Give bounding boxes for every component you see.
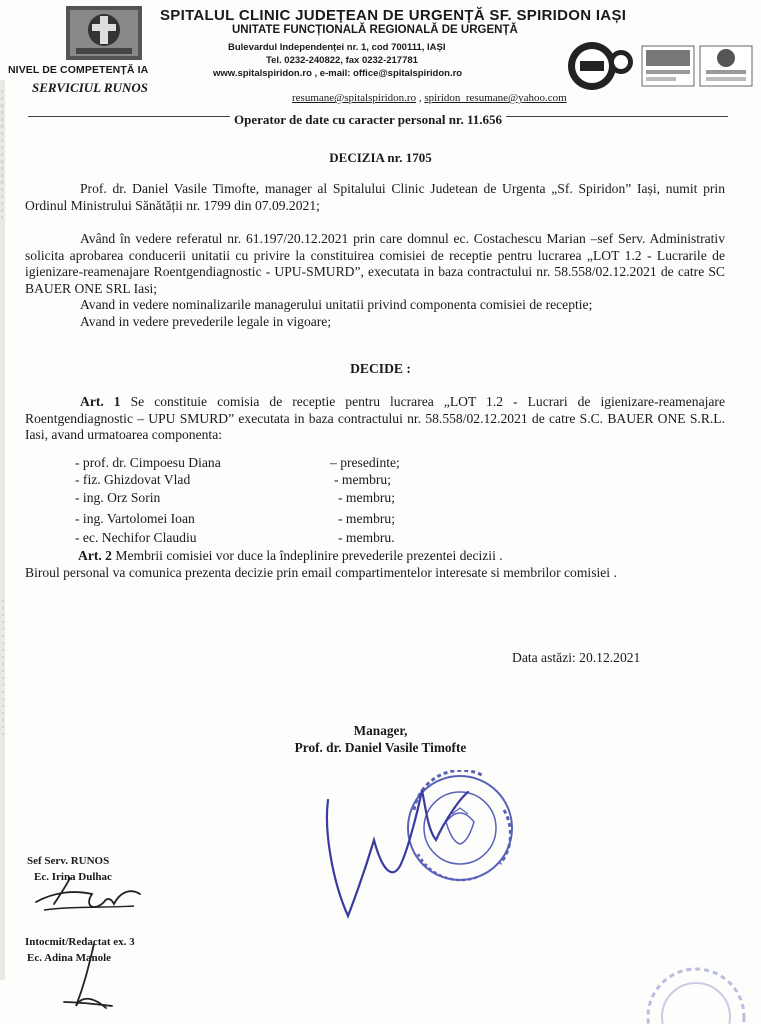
decision-date: Data astăzi: 20.12.2021 <box>512 650 641 665</box>
member-role: - membru; <box>338 511 396 526</box>
hospital-crest-logo <box>62 4 146 62</box>
article-2 <box>78 548 503 565</box>
department-name: SERVICIUL RUNOS <box>32 80 148 95</box>
article-2-text: Membrii comisiei vor duce la îndeplinire prevederile prezentei decizii . <box>111 548 503 563</box>
member-role: – presedinte; <box>330 455 400 470</box>
data-operator-number: Operator de date cu caracter personal nr. 11.656 <box>230 112 506 128</box>
sef-serv-name: Ec. Irina Dulhac <box>34 871 112 883</box>
article-1-label: Art. 1 <box>80 394 121 409</box>
scan-edge <box>0 80 12 980</box>
member-role: - membru; <box>334 472 392 487</box>
manager-signature-stamp <box>318 770 528 920</box>
hospital-phone: Tel. 0232-240822, fax 0232-217781 <box>266 55 418 66</box>
manager-title: Manager, <box>353 723 408 738</box>
member-name: - ing. Orz Sorin <box>75 490 161 505</box>
article-1 <box>25 394 725 444</box>
unit-name: UNITATE FUNCȚIONALĂ REGIONALĂ DE URGENȚĂ <box>232 24 518 36</box>
email-link-2[interactable]: spiridon_resumane@yahoo.com <box>424 92 567 104</box>
faded-stamp <box>620 955 750 1024</box>
member-role: - membru. <box>338 530 395 545</box>
hospital-name: SPITALUL CLINIC JUDEȚEAN DE URGENȚĂ SF. SPIRIDON IAȘI <box>160 7 627 24</box>
article-2-label: Art. 2 <box>78 548 112 563</box>
manager-name: Prof. dr. Daniel Vasile Timofte <box>294 740 467 755</box>
member-name: - ec. Nechifor Claudiu <box>75 530 197 545</box>
email-link-1[interactable]: resumane@spitalspiridon.ro <box>292 92 417 104</box>
email-separator: , <box>416 92 425 104</box>
hospital-web: www.spitalspiridon.ro , e-mail: office@spitalspiridon.ro <box>213 68 463 79</box>
paragraph-manager: Prof. dr. Daniel Vasile Timofte, manager al Spitalului Clinic Judetean de Urgenta „Sf. Spiridon” Iași, numit prin Ordinul Ministrului Sănătății nr. 1799 din 07.09.2021; <box>25 181 725 213</box>
sef-serv-title: Sef Serv. RUNOS <box>27 855 110 867</box>
paragraph-nominalizari: Avand in vedere nominalizarile managerului unitatii privind componenta comisiei de receptie; <box>80 297 593 312</box>
member-role: - membru; <box>338 490 396 505</box>
decide-heading: DECIDE : <box>350 361 411 376</box>
department-emails <box>292 92 567 104</box>
paragraph-biroul: Biroul personal va comunica prezenta decizie prin email compartimentelor interesate si membrilor comisiei . <box>25 565 617 580</box>
paragraph-referat: Având în vedere referatul nr. 61.197/20.12.2021 prin care domnul ec. Costachescu Marian –sef Serv. Administrativ solicita aprobarea conducerii unitatii cu privire la constituirea comisiei de receptie pentru lucrarea „LOT 1.2 - Lucrarile de igienizare-reamenajare Roentgendiagnostic - UPU-SMURD”, executata in baza contractului nr. 58.558/02.12.2021 de catre SC BAUER ONE SRL Iasi; <box>25 231 725 296</box>
intocmit-title: Intocmit/Redactat ex. 3 <box>25 936 135 948</box>
member-name: - prof. dr. Cimpoesu Diana <box>75 455 221 470</box>
sef-serv-signature <box>34 872 144 917</box>
member-name: - ing. Vartolomei Ioan <box>75 511 195 526</box>
member-name: - fiz. Ghizdovat Vlad <box>75 472 191 487</box>
decision-title: DECIZIA nr. 1705 <box>329 150 432 165</box>
article-1-text: Se constituie comisia de receptie pentru lucrarea „LOT 1.2 - Lucrari de igienizare-reamenajare Roentgendiagnostic – UPU SMURD” executata in baza contractului nr. 58.558/02.12.2021 de catre S.C. BAUER ONE S.R.L. Iasi, avand urmatoarea componenta: <box>25 394 725 443</box>
intocmit-signature <box>50 940 120 1018</box>
paragraph-prevederi: Avand in vedere prevederile legale in vigoare; <box>80 314 332 329</box>
competence-level: NIVEL DE COMPETENȚĂ IA <box>8 64 149 76</box>
intocmit-name: Ec. Adina Manole <box>27 952 112 964</box>
certification-logos <box>566 40 756 92</box>
hospital-address: Bulevardul Independenței nr. 1, cod 700111, IAȘI <box>228 42 446 53</box>
